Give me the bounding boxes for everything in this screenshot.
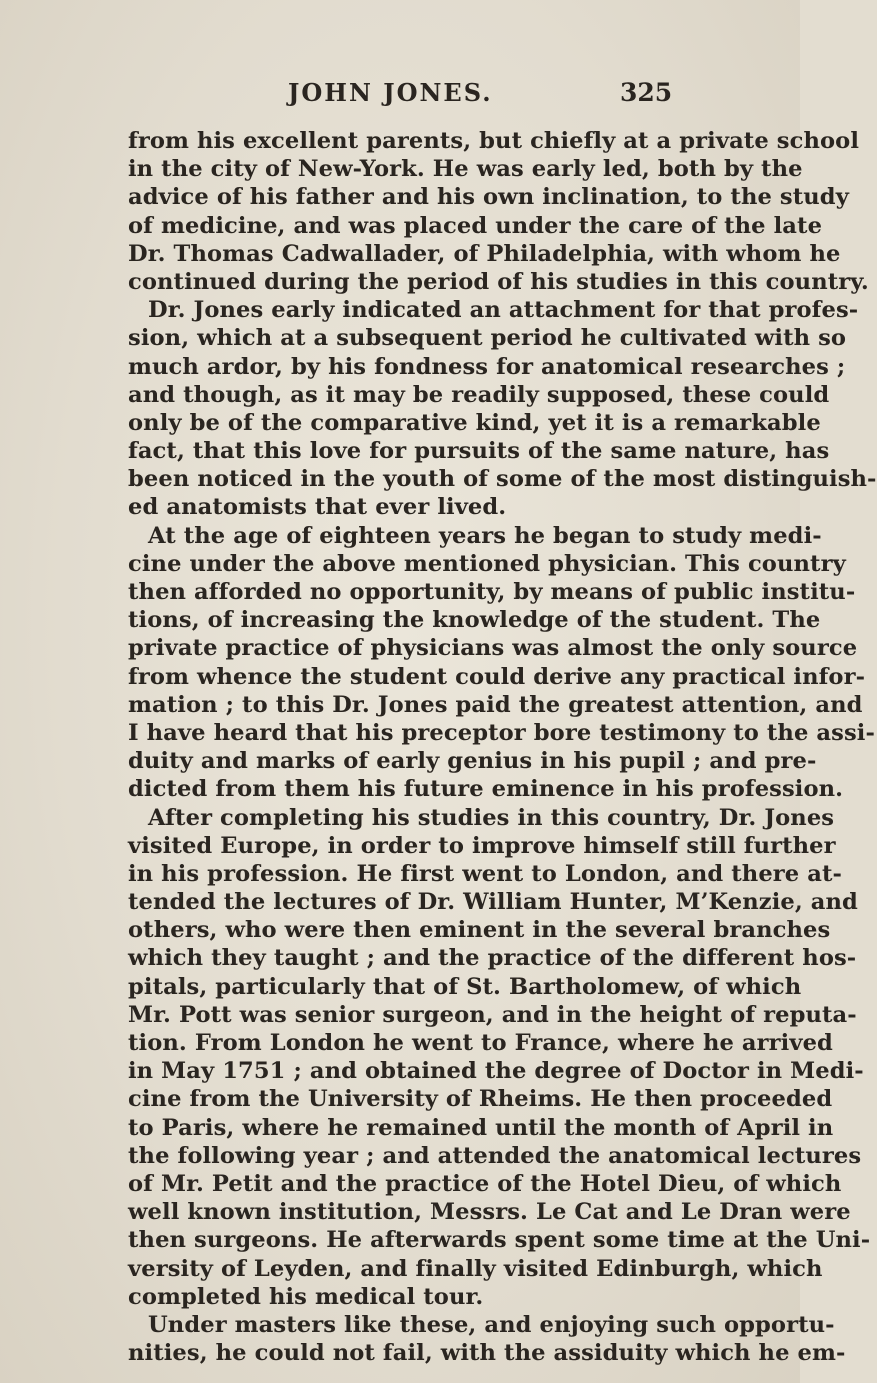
text-line: then afforded no opportunity, by means of public institu- <box>128 579 856 605</box>
text-line: Dr. Jones early indicated an attachment for that profes- <box>148 297 859 324</box>
text-line: Mr. Pott was senior surgeon, and in the height of reputa- <box>128 1001 857 1028</box>
text-line: tions, of increasing the knowledge of the student. The <box>128 607 821 634</box>
text-line: visited Europe, in order to improve himself still further <box>128 832 836 859</box>
text-line: been noticed in the youth of some of the most distinguish- <box>128 466 877 493</box>
text-line: continued during the period of his studies in this country. <box>128 268 869 295</box>
body-text <box>128 127 877 1367</box>
text-line: of Mr. Petit and the practice of the Hotel Dieu, of which <box>128 1170 842 1197</box>
text-line: Dr. Thomas Cadwallader, of Philadelphia, with whom he <box>128 240 841 267</box>
text-line: pitals, particularly that of St. Bartholomew, of which <box>128 973 802 1000</box>
text-line: in his profession. He first went to London, and there at- <box>128 860 843 887</box>
text-line: nities, he could not fail, with the assiduity which he em- <box>128 1340 846 1367</box>
text-line: advice of his father and his own inclination, to the study <box>128 184 849 211</box>
text-line: fact, that this love for pursuits of the same nature, has <box>128 438 830 465</box>
text-line: mation ; to this Dr. Jones paid the greatest attention, and <box>128 691 863 718</box>
text-line: tended the lectures of Dr. William Hunter, M’Kenzie, and <box>128 889 858 916</box>
text-line: dicted from them his future eminence in his profession. <box>128 776 844 803</box>
text-line: Under masters like these, and enjoying such opportu- <box>148 1311 835 1338</box>
text-line: and though, as it may be readily supposed, these could <box>128 381 830 408</box>
text-line: of medicine, and was placed under the care of the late <box>128 212 823 239</box>
text-line: others, who were then eminent in the several branches <box>128 917 831 944</box>
page-number: 325 <box>620 78 673 107</box>
text-line: tion. From London he went to France, where he arrived <box>128 1030 833 1056</box>
text-line: completed his medical tour. <box>128 1283 484 1310</box>
text-line: from whence the student could derive any practical infor- <box>128 663 866 690</box>
text-line: in May 1751 ; and obtained the degree of Doctor in Medi- <box>128 1058 864 1085</box>
running-title: JOHN JONES. <box>288 78 493 107</box>
text-line: versity of Leyden, and finally visited Edinburgh, which <box>128 1255 823 1282</box>
text-line: I have heard that his preceptor bore testimony to the assi- <box>128 719 875 746</box>
text-line: in the city of New-York. He was early led, both by the <box>128 156 803 183</box>
text-line: to Paris, where he remained until the month of April in <box>128 1114 834 1141</box>
text-line: At the age of eighteen years he began to study medi- <box>148 522 822 549</box>
text-line: cine under the above mentioned physician. This country <box>128 550 846 577</box>
text-line: After completing his studies in this country, Dr. Jones <box>148 804 835 831</box>
text-line: private practice of physicians was almost the only source <box>128 635 858 662</box>
text-line: much ardor, by his fondness for anatomical researches ; <box>128 353 846 380</box>
text-line: from his excellent parents, but chiefly at a private school <box>128 128 860 154</box>
text-line: which they taught ; and the practice of the different hos- <box>128 945 857 972</box>
text-line: then surgeons. He afterwards spent some time at the Uni- <box>128 1227 871 1254</box>
text-line: only be of the comparative kind, yet it is a remarkable <box>128 409 821 436</box>
text-line: sion, which at a subsequent period he cultivated with so <box>128 325 847 352</box>
text-line: duity and marks of early genius in his pupil ; and pre- <box>128 748 817 775</box>
text-line: cine from the University of Rheims. He then proceeded <box>128 1086 833 1113</box>
text-line: the following year ; and attended the anatomical lectures <box>128 1142 862 1169</box>
page-header <box>0 78 800 118</box>
text-line: ed anatomists that ever lived. <box>128 494 507 521</box>
text-line: well known institution, Messrs. Le Cat and Le Dran were <box>128 1199 851 1226</box>
